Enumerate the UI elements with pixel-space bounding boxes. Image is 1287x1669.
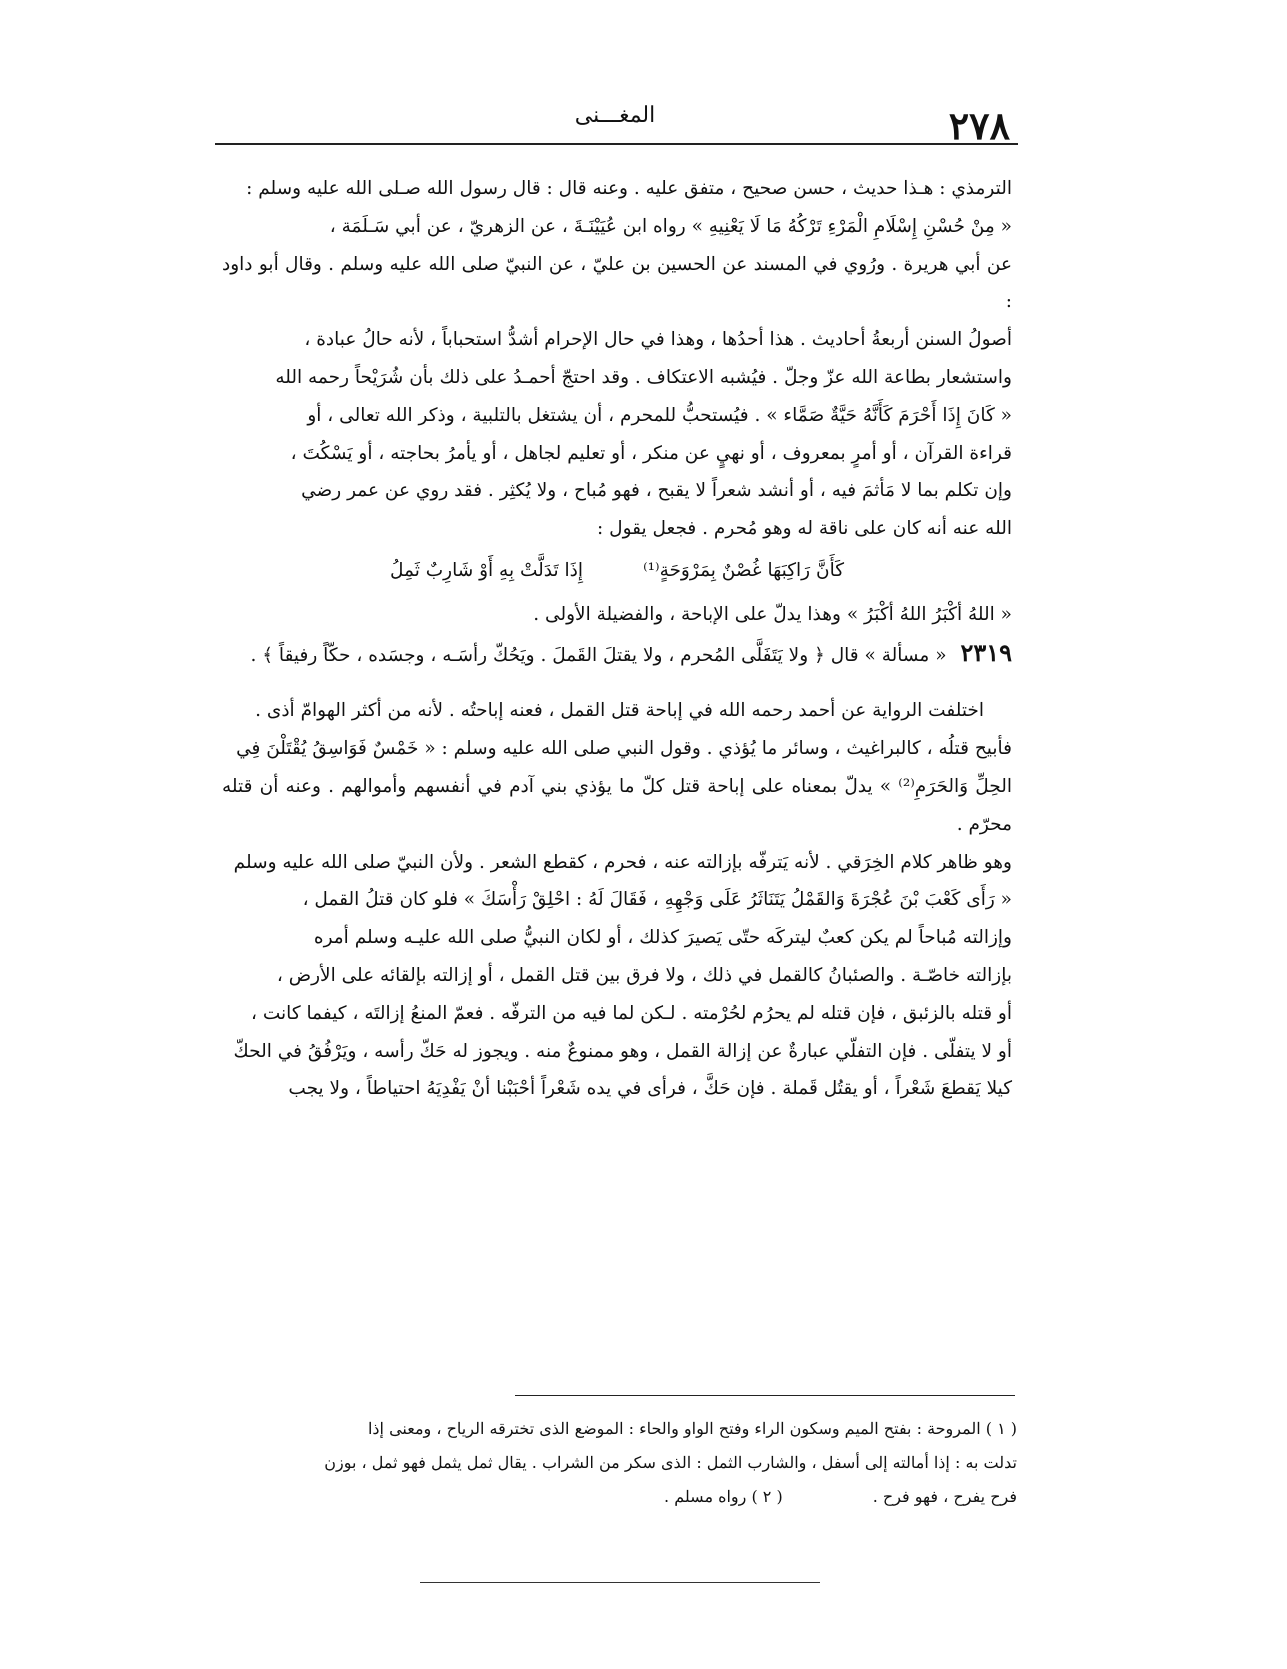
text-line: أو قتله بالزئبق ، فإن قتله لم يحرُم لحُرْمته . لـكن لما فيه من الترفّه . فعمّ المنعُ إزالتَه ، كيفما كانت ،	[251, 1002, 1012, 1024]
text-line: « اللهُ أكْبَرُ اللهُ أكْبَرُ » وهذا يدلّ على الإباحة ، والفضيلة الأولى .	[533, 603, 1012, 625]
text-line: أصولُ السنن أربعةُ أحاديث . هذا أحدُها ، وهذا في حال الإحرام أشدُّ استحباباً ، لأنه حالُ عبادة ،	[304, 329, 1012, 351]
text-line: الترمذي : هـذا حديث ، حسن صحيح ، متفق عليه . وعنه قال : قال رسول الله صـلى الله عليه وسلم :	[246, 178, 1012, 199]
text-line: الحِلِّ وَالحَرَمِ⁽²⁾ » يدلّ بمعناه على إباحة قتل كلّ ما يؤذي بني آدم في أنفسهم وأموالهم . وعنه أن قتله محرّم .	[222, 775, 1013, 835]
text-line: الله عنه أنه كان على ناقة له وهو مُحرم . فجعل يقول :	[597, 518, 1012, 540]
text-line: قراءة القرآن ، أو أمرٍ بمعروف ، أو نهيٍ عن منكر ، أو تعليم لجاهل ، أو يأمرُ بحاجته ، أو يَسْكُتَ ،	[290, 442, 1012, 464]
footnote-line: تدلت به : إذا أمالته إلى أسفل ، والشارب الثمل : الذى سكر من الشراب . يقال ثمل يثمل فهو ثمل ، بوزن	[324, 1453, 1017, 1472]
text-line: واستشعار بطاعة الله عزّ وجلّ . فيُشبه الاعتكاف . وقد احتجّ أحمـدُ على ذلك بأن شُرَيْحاً رحمه الله	[275, 366, 1012, 388]
text-line: وهو ظاهر كلام الخِرَقي . لأنه يَترفّه بإزالته عنه ، فحرم ، كقطع الشعر . ولأن النبيّ صلى الله عليه وسلم	[233, 851, 1012, 873]
footnote-2: ( ٢ ) رواه مسلم .	[664, 1487, 783, 1506]
footnote-rule	[515, 1395, 1015, 1396]
header-rule	[215, 143, 1018, 145]
text-line: « مِنْ حُسْنِ إِسْلَامِ الْمَرْءِ تَرْكُهُ مَا لَا يَعْنِيهِ » رواه ابن عُيَيْنَـةَ ، عن الزهريّ ، عن أبي سَـلَمَة ،	[329, 215, 1012, 237]
text-line: وإن تكلم بما لا مَأثمَ فيه ، أو أنشد شعراً لا يقبح ، فهو مُباح ، ولا يُكثِر . فقد روي عن عمر رضي	[301, 480, 1012, 502]
text-line: « رَأَى كَعْبَ بْنَ عُجْرَةَ وَالقَمْلُ يَتَنَاثَرُ عَلَى وَجْهِهِ ، فَقَالَ لَهُ : احْلِقْ رَأْسَكَ » فلو كان قتلُ القمل ،	[302, 889, 1012, 911]
text-line: أو لا يتفلّى . فإن التفلّي عبارةٌ عن إزالة القمل ، وهو ممنوعٌ منه . ويجوز له حَكّ رأسه ، ويَرْفُقُ في الحكّ	[233, 1040, 1012, 1062]
issue-text: « مسألة » قال ﴿ ولا يَتَفَلَّى المُحرم ، ولا يقتلَ القَملَ . ويَحُكّ رأسَـه ، وجسَده ، حكّاً رفيقاً ﴾ .	[250, 644, 947, 666]
footnotes	[222, 1412, 1017, 1514]
page-header	[210, 95, 1020, 148]
text-line: بإزالته خاصّـة . والصئبانُ كالقمل في ذلك ، ولا فرق بين قتل القمل ، أو إزالته بإلقائه على الأرض ،	[276, 964, 1012, 986]
text-line: كيلا يَقطعَ شَعْراً ، أو يقتُل قَملة . فإن حَكَّ ، فرأى في يده شَعْراً أحْبَبْنا أنْ يَفْدِيَهُ احتياطاً ، ولا يجب	[288, 1078, 1012, 1100]
text-line: اختلفت الرواية عن أحمد رحمه الله في إباحة قتل القمل ، فعنه إباحتُه . لأنه من أكثر الهوامّ أذى .	[255, 700, 984, 722]
text-line: وإزالته مُباحاً لم يكن كعبٌ ليتركَه حتّى يَصيرَ كذلك ، أو لكان النبيُّ صلى الله عليـه وسلم أمره	[313, 927, 1012, 949]
text-line: عن أبي هريرة . ورُوي في المسند عن الحسين بن عليّ ، عن النبيّ صلى الله عليه وسلم . وقال أبو داود :	[222, 253, 1012, 313]
issue-heading	[222, 634, 1012, 675]
paragraph-gap	[222, 674, 1012, 692]
main-text	[222, 170, 1012, 1108]
page-number: ٢٧٨	[948, 103, 1010, 148]
poetry-verse	[222, 552, 1012, 590]
running-title: المغـــنى	[574, 103, 656, 128]
footnote-line: ( ١ ) المروحة : بفتح الميم وسكون الراء وفتح الواو والحاء : الموضع الذى تخترقه الرياح ، ومعنى إذا	[367, 1419, 1017, 1438]
footnote-line: فرح يفرح ، فهو فرح .	[872, 1487, 1017, 1506]
issue-number: ٢٣١٩	[960, 637, 1012, 667]
verse-second-hemistich: إِذَا تَدَلَّتْ بِهِ أَوْ شَارِبٌ ثَمِلُ	[389, 559, 584, 581]
verse-first-hemistich: كَأَنَّ رَاكِبَهَا غُصْنٌ بِمَرْوَحَةٍ⁽¹⁾	[643, 559, 845, 581]
bottom-rule	[420, 1582, 820, 1583]
text-line: فأبيح قتلُه ، كالبراغيث ، وسائر ما يُؤذي . وقول النبي صلى الله عليه وسلم : « خَمْسٌ فَوَاسِقُ يُقْتَلْنَ فِي	[236, 738, 1012, 760]
footnote-last-line	[222, 1480, 1017, 1514]
text-line: « كَانَ إِذَا أَحْرَمَ كَأَنَّهُ حَيَّةٌ صَمَّاء » . فيُستحبُّ للمحرم ، أن يشتغل بالتلبية ، وذكر الله تعالى ، أو	[307, 404, 1012, 426]
